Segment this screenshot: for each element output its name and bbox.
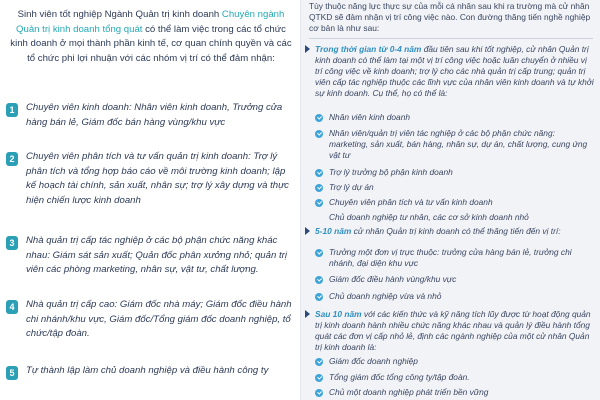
number-badge: 4 <box>6 300 18 314</box>
check-circle-icon <box>315 276 323 284</box>
chevron-right-icon <box>305 227 310 235</box>
list-item-text: Chuyên viên kinh doanh: Nhân viên kinh doanh, Trưởng cửa hàng bán lẻ, Giám đốc bán hàng vùng/khu vực <box>26 102 283 128</box>
check-circle-icon <box>315 199 323 207</box>
list-item <box>315 372 595 384</box>
period-text <box>315 226 595 237</box>
intro-before: Sinh viên tốt nghiệp Ngành Quản trị kinh doanh <box>17 9 222 20</box>
list-item-text: Nhà quản trị cấp tác nghiệp ở các bộ phận chức năng khác nhau: Giám sát sản xuất; Quản đốc phân xưởng nhỏ; quản trị viên các phòng marketing, nhân sự, vật tư, chất lượng. <box>26 235 287 276</box>
list-item-text: Trưởng một đơn vị trực thuộc: trưởng cửa hàng bán lẻ, trưởng chi nhánh, đại diện khu vực <box>329 247 572 268</box>
list-item-text: Trợ lý dự án <box>329 182 374 192</box>
list-item-text: Trợ lý trưởng bộ phận kinh doanh <box>329 167 453 177</box>
number-badge: 3 <box>6 236 18 250</box>
list-item-text: Nhân viên/quản trị viên tác nghiệp ở các bộ phận chức năng: marketing, sản xuất, bán hàng, nhân sự, dự án, chất lượng, cung ứng vật tư <box>329 128 588 160</box>
list-item-text: Chủ doanh nghiệp tư nhân, các cơ sở kinh doanh nhỏ <box>329 212 529 222</box>
intro-after: có thể làm việc trong các tổ chức kinh doanh ở mọi thành phần kinh tế, cơ quan chính quyền và các tổ chức phi lợi nhuận với các nhóm vị trí có thể đảm nhận: <box>10 23 292 64</box>
period-text <box>315 44 595 99</box>
check-circle-icon <box>315 114 323 122</box>
check-circle-icon <box>315 249 323 257</box>
check-circle-icon <box>315 130 323 138</box>
list-item <box>315 274 595 286</box>
period-highlight: Sau 10 năm <box>315 309 362 319</box>
list-item-text: Nhân viên kinh doanh <box>329 112 411 122</box>
check-circle-icon <box>315 293 323 301</box>
number-badge: 2 <box>6 152 18 166</box>
list-item <box>315 167 595 179</box>
list-item-text: Giám đốc điều hành vùng/khu vực <box>329 274 457 284</box>
list-item-text: Chủ một doanh nghiệp phát triển bền vững <box>329 387 489 397</box>
number-badge: 5 <box>6 366 18 380</box>
left-intro <box>8 8 294 66</box>
list-item <box>315 387 595 399</box>
list-item-text: Giám đốc doanh nghiệp <box>329 356 418 366</box>
list-item-text: Nhà quản trị cấp cao: Giám đốc nhà máy; Giám đốc điều hành chi nhánh/khu vực, Giám đốc/Tổng giám đốc doanh nghiệp, tổ chức/tập đoàn. <box>26 299 292 340</box>
list-item <box>315 356 595 368</box>
list-item <box>315 128 595 160</box>
divider-rule <box>309 38 593 39</box>
check-circle-icon <box>315 184 323 192</box>
list-item <box>315 291 595 303</box>
list-item <box>315 112 595 124</box>
list-item-text: Tổng giám đốc tổng công ty/tập đoàn. <box>329 372 470 382</box>
chevron-right-icon <box>305 310 310 318</box>
list-item-text: Chủ doanh nghiệp vừa và nhỏ <box>329 291 442 301</box>
check-circle-icon <box>315 374 323 382</box>
period-highlight: Trong thời gian từ 0-4 năm <box>315 44 422 54</box>
check-circle-icon <box>315 389 323 397</box>
list-item-text: Chuyên viên phân tích và tư vấn kinh doanh <box>329 197 493 207</box>
list-item-text: Chuyên viên phân tích và tư vấn quản trị kinh doanh: Trợ lý phân tích và tổng hợp báo cáo về môi trường kinh doanh; lập kế hoạch tài chính, sản xuất, nhân sự; trợ lý xây dựng và thực hiện chiến lược kinh doanh <box>26 151 289 206</box>
period-description: cử nhân Quản trị kinh doanh có thể thăng tiến đến vị trí: <box>351 226 561 236</box>
list-item-text: Tự thành lập làm chủ doanh nghiệp và điều hành công ty <box>26 365 269 376</box>
check-circle-icon <box>315 358 323 366</box>
intro-highlight: Chuyên ngành Quản trị kinh doanh tổng quát <box>16 9 285 35</box>
check-circle-icon <box>315 169 323 177</box>
chevron-right-icon <box>305 45 310 53</box>
right-intro: Tùy thuộc năng lực thực sự của mỗi cá nhân sau khi ra trường mà cử nhân QTKD sẽ đảm nhận vị trí công việc nào. Con đường thăng tiến nghề nghiệp cơ bản là như sau: <box>309 1 591 34</box>
period-text <box>315 309 595 353</box>
list-item <box>315 197 595 209</box>
list-item <box>315 182 595 194</box>
period-description: đầu tiên sau khi tốt nghiệp, cử nhân Quản trị kinh doanh có thể làm tại một vị trí công việc hoặc luân chuyển ở nhiều vị trí công việc về kinh doanh; trợ lý cho các nhà quản trị cấp trung; quản trị viên cấp tác nghiệp thuộc các lĩnh vực của nhân viên kinh doanh và tự khởi sự kinh doanh. Cụ thể, họ có thể là: <box>315 44 594 98</box>
period-highlight: 5-10 năm <box>315 226 352 236</box>
number-badge: 1 <box>6 103 18 117</box>
list-item <box>315 247 595 268</box>
right-panel <box>301 0 600 400</box>
period-description: với các kiến thức và kỹ năng tích lũy được từ hoạt động quản trị kinh doanh hành nhiều chức năng khác nhau và quản lý điều hành tổng quát các đơn vị cấp nhỏ lẻ, định các ngành nghiệp của một cử nhân Quản trị kinh doanh là: <box>315 309 591 352</box>
